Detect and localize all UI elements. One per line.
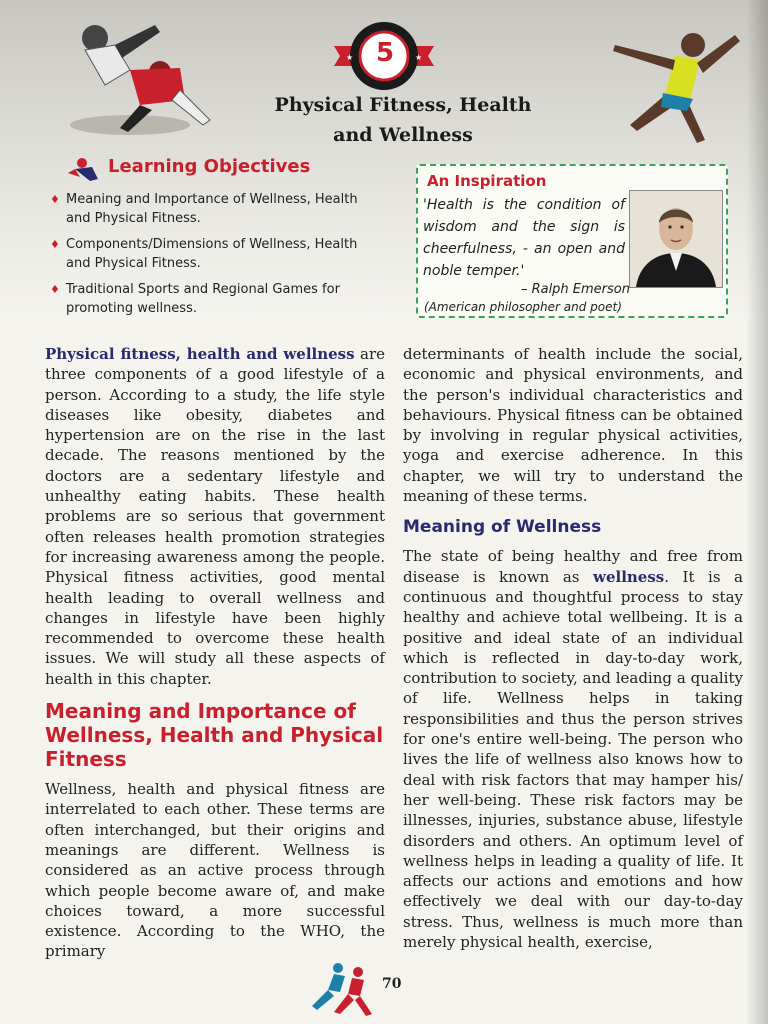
paragraph: determinants of health include the social, economic and physical environments, and the person's individual characteristics and behaviours. Physical fitness can be obtained by involving in regular physical activities, yoga and exercise adherence. In this chapter, we will try to understand the meaning of these terms. bbox=[403, 345, 743, 506]
chapter-number: 5 bbox=[375, 38, 395, 68]
wellness-term: wellness bbox=[593, 567, 665, 586]
svg-text:★: ★ bbox=[415, 53, 423, 62]
paragraph: Wellness, health and physical fitness are interrelated to each other. These terms are often interchanged, but their origins and meanings are different. Wellness is considered as an active process through which people become aware of, and make choices toward, a more successful existence. According to the WHO, the primary bbox=[45, 780, 385, 961]
bullet-icon: ♦ bbox=[50, 193, 60, 206]
list-item: ♦ Traditional Sports and Regional Games for promoting wellness. bbox=[50, 282, 340, 316]
inspiration-quote: 'Health is the condition of wisdom and the sign is cheerfulness, - an open and noble temper.' bbox=[423, 197, 625, 279]
intro-bold-text: Physical fitness, health and wellness bbox=[45, 345, 355, 363]
list-item: ♦ Meaning and Importance of Wellness, Health and Physical Fitness. bbox=[50, 192, 358, 226]
learning-objectives-list bbox=[48, 190, 378, 325]
learning-objectives-title: Learning Objectives bbox=[108, 156, 311, 177]
inspiration-author: – Ralph Emerson bbox=[520, 282, 630, 297]
page-number: 70 bbox=[382, 976, 402, 992]
wellness-paragraph: The state of being healthy and free from disease is known as wellness. It is a continuous and thoughtful process to stay healthy and achieve total wellbeing. It is a positive and ideal state of an individual which is reflected in day-to-day work, contribution to society, and leading a quality of life. Wellness helps in taking responsibilities and thus the person strives for one's entire well-being. The person who lives the life of wellness also knows how to deal with risk factors that may hamper his/ her well-being. These risk factors may be illnesses, injuries, substance abuse, lifestyle disorders and others. An optimum level of wellness helps in leading a quality of life. It affects our actions and emotions and how effectively we deal with our day-to-day stress. Thus, wellness is much more than merely physical health, exercise, bbox=[403, 547, 744, 952]
chapter-title-line1: Physical Fitness, Health bbox=[274, 94, 532, 116]
page-edge-shadow bbox=[746, 0, 768, 1024]
right-column bbox=[403, 344, 743, 954]
left-column bbox=[45, 344, 385, 964]
chapter-title bbox=[230, 90, 576, 150]
football-players-illustration bbox=[60, 10, 220, 140]
section-heading-meaning-of-wellness: Meaning of Wellness bbox=[403, 517, 602, 538]
inspiration-title: An Inspiration bbox=[427, 172, 547, 190]
chapter-title-line2: and Wellness bbox=[333, 124, 473, 146]
section-heading-meaning-importance: Meaning and Importance of Wellness, Health and Physical Fitness bbox=[45, 699, 384, 772]
intro-paragraph: Physical fitness, health and wellness are three components of a good lifestyle of a person. According to a study, the life style diseases like obesity, diabetes and hypertension are on the rise in the last decade. The reasons mentioned by the doctors are a sedentary lifestyle and unhealthy eating habits. These health problems are so serious that government often releases health promotion strategies for increasing awareness among the people. Physical fitness activities, good mental health leading to overall wellness and changes in lifestyle have been highly recommended to overcome these health issues. We will study all these aspects of health in this chapter. bbox=[45, 345, 385, 688]
list-item: ♦ Components/Dimensions of Wellness, Health and Physical Fitness. bbox=[50, 237, 358, 271]
svg-text:★: ★ bbox=[346, 53, 354, 62]
ralph-emerson-portrait bbox=[629, 190, 723, 288]
inspiration-description: (American philosopher and poet) bbox=[424, 300, 622, 314]
bullet-icon: ♦ bbox=[50, 238, 60, 251]
bullet-icon: ♦ bbox=[50, 283, 60, 296]
runner-illustration bbox=[575, 15, 745, 150]
runners-footer-icon bbox=[290, 958, 380, 1018]
